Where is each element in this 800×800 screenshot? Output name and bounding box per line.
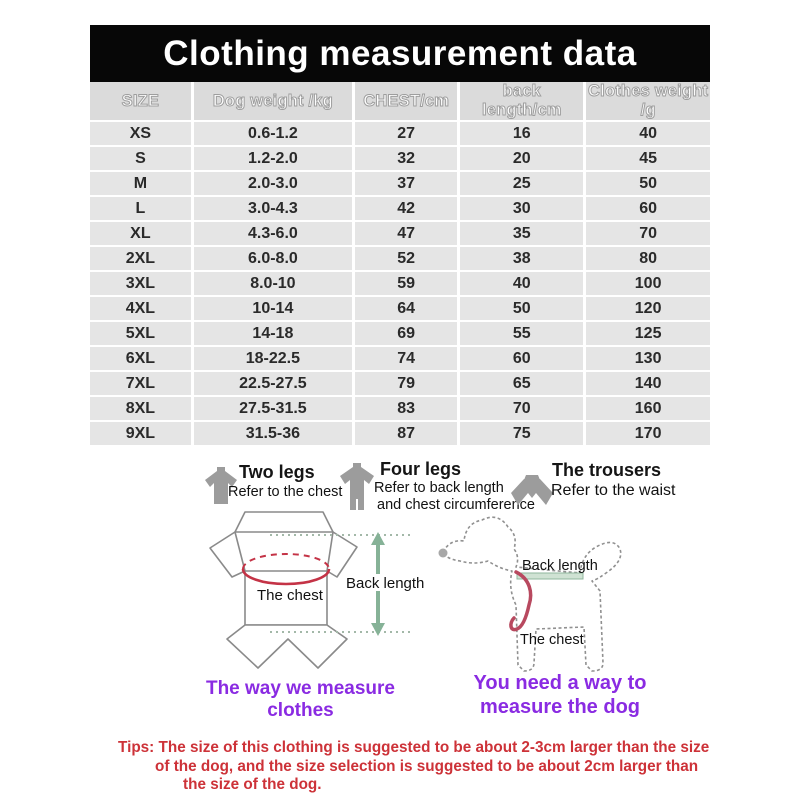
cell-chest: 69: [353, 321, 458, 346]
dog-measure-diagram: [430, 505, 665, 680]
cell-chest: 27: [353, 121, 458, 146]
cell-dog-weight: 31.5-36: [192, 421, 353, 446]
legend-trousers-title: The trousers: [552, 460, 662, 480]
table-row: [90, 371, 710, 396]
cell-clothes-weight: 50: [585, 171, 710, 196]
cell-size: 5XL: [90, 321, 192, 346]
cell-chest: 32: [353, 146, 458, 171]
cell-chest: 87: [353, 421, 458, 446]
cell-back-length: 35: [459, 221, 585, 246]
dog-caption-line1: You need a way to: [473, 672, 647, 694]
legend-trousers-desc: Refer to the waist: [551, 482, 676, 499]
cell-size: L: [90, 196, 192, 221]
cell-back-length: 25: [459, 171, 585, 196]
clothes-caption: The way we measure clothes: [205, 678, 396, 721]
cell-chest: 79: [353, 371, 458, 396]
tips-line-3: the size of the dog.: [183, 776, 322, 793]
cell-back-length: 50: [459, 296, 585, 321]
size-table: [90, 82, 710, 447]
cell-chest: 83: [353, 396, 458, 421]
cell-back-length: 75: [459, 421, 585, 446]
dog-chest-label: The chest: [520, 632, 584, 648]
cell-chest: 42: [353, 196, 458, 221]
cell-clothes-weight: 45: [585, 146, 710, 171]
cell-chest: 47: [353, 221, 458, 246]
trousers-icon: [511, 475, 553, 505]
legend-two-legs-title: Two legs: [239, 462, 315, 482]
table-row: [90, 346, 710, 371]
dog-nose: [439, 549, 448, 558]
table-row: [90, 121, 710, 146]
cell-size: 9XL: [90, 421, 192, 446]
table-row: [90, 271, 710, 296]
cell-dog-weight: 22.5-27.5: [192, 371, 353, 396]
cell-size: 3XL: [90, 271, 192, 296]
cell-size: M: [90, 171, 192, 196]
table-row: [90, 196, 710, 221]
cell-back-length: 60: [459, 346, 585, 371]
header-clothes-weight: Clothes weight /g: [585, 82, 710, 121]
cell-dog-weight: 0.6-1.2: [192, 121, 353, 146]
table-row: [90, 296, 710, 321]
table-row: [90, 171, 710, 196]
cell-size: S: [90, 146, 192, 171]
cell-dog-weight: 4.3-6.0: [192, 221, 353, 246]
cell-size: XL: [90, 221, 192, 246]
legend-two-legs-desc: Refer to the chest: [228, 484, 343, 500]
cell-back-length: 16: [459, 121, 585, 146]
table-row: [90, 421, 710, 446]
clothes-chest-label: The chest: [257, 587, 323, 604]
cell-size: 4XL: [90, 296, 192, 321]
clothes-back-length-label: Back length: [346, 575, 425, 592]
cell-back-length: 55: [459, 321, 585, 346]
cell-clothes-weight: 40: [585, 121, 710, 146]
cell-clothes-weight: 130: [585, 346, 710, 371]
table-row: [90, 221, 710, 246]
chest-ellipse-dashed: [243, 554, 329, 569]
legend-four-legs-desc2: and chest circumference: [377, 497, 535, 513]
cell-dog-weight: 6.0-8.0: [192, 246, 353, 271]
cell-clothes-weight: 170: [585, 421, 710, 446]
cell-size: 6XL: [90, 346, 192, 371]
header-row: [90, 82, 710, 121]
cell-dog-weight: 27.5-31.5: [192, 396, 353, 421]
legend-four-legs-desc1: Refer to back length: [374, 480, 504, 496]
cell-dog-weight: 14-18: [192, 321, 353, 346]
header-size: SIZE: [90, 82, 192, 121]
cell-clothes-weight: 160: [585, 396, 710, 421]
header-back-length: back length/cm: [459, 82, 585, 121]
cell-size: 8XL: [90, 396, 192, 421]
cell-dog-weight: 1.2-2.0: [192, 146, 353, 171]
cell-chest: 52: [353, 246, 458, 271]
cell-clothes-weight: 100: [585, 271, 710, 296]
cell-dog-weight: 2.0-3.0: [192, 171, 353, 196]
dog-caption-line2: measure the dog: [479, 696, 641, 718]
table-row: [90, 396, 710, 421]
cell-size: 7XL: [90, 371, 192, 396]
table-row: [90, 146, 710, 171]
page-title: Clothing measurement data: [90, 25, 710, 82]
cell-back-length: 70: [459, 396, 585, 421]
header-dog-weight: Dog weight /kg: [192, 82, 353, 121]
cell-chest: 74: [353, 346, 458, 371]
cell-back-length: 40: [459, 271, 585, 296]
cell-clothes-weight: 70: [585, 221, 710, 246]
cell-dog-weight: 18-22.5: [192, 346, 353, 371]
cell-size: 2XL: [90, 246, 192, 271]
cell-back-length: 38: [459, 246, 585, 271]
clothes-measure-diagram: [180, 505, 430, 677]
dog-back-length-label: Back length: [522, 558, 598, 574]
cell-dog-weight: 10-14: [192, 296, 353, 321]
cell-back-length: 30: [459, 196, 585, 221]
cell-clothes-weight: 80: [585, 246, 710, 271]
cell-chest: 64: [353, 296, 458, 321]
cell-dog-weight: 8.0-10: [192, 271, 353, 296]
size-table-header: [90, 82, 710, 121]
cell-chest: 59: [353, 271, 458, 296]
cell-dog-weight: 3.0-4.3: [192, 196, 353, 221]
cell-size: XS: [90, 121, 192, 146]
table-row: [90, 246, 710, 271]
cell-clothes-weight: 60: [585, 196, 710, 221]
tips-line-1: Tips: The size of this clothing is suggested to be about 2-3cm larger than the size: [118, 739, 710, 756]
dog-caption: [455, 671, 665, 719]
header-chest: CHEST/cm: [353, 82, 458, 121]
cell-clothes-weight: 120: [585, 296, 710, 321]
cell-clothes-weight: 125: [585, 321, 710, 346]
cell-chest: 37: [353, 171, 458, 196]
cell-clothes-weight: 140: [585, 371, 710, 396]
legend-four-legs-title: Four legs: [380, 459, 462, 479]
cell-back-length: 20: [459, 146, 585, 171]
size-table-body: [90, 121, 710, 446]
four-legs-garment-icon: [337, 463, 377, 511]
tips-note: [118, 739, 709, 795]
cell-back-length: 65: [459, 371, 585, 396]
tips-line-2: of the dog, and the size selection is suggested to be about 2cm larger than: [155, 757, 699, 775]
table-row: [90, 321, 710, 346]
